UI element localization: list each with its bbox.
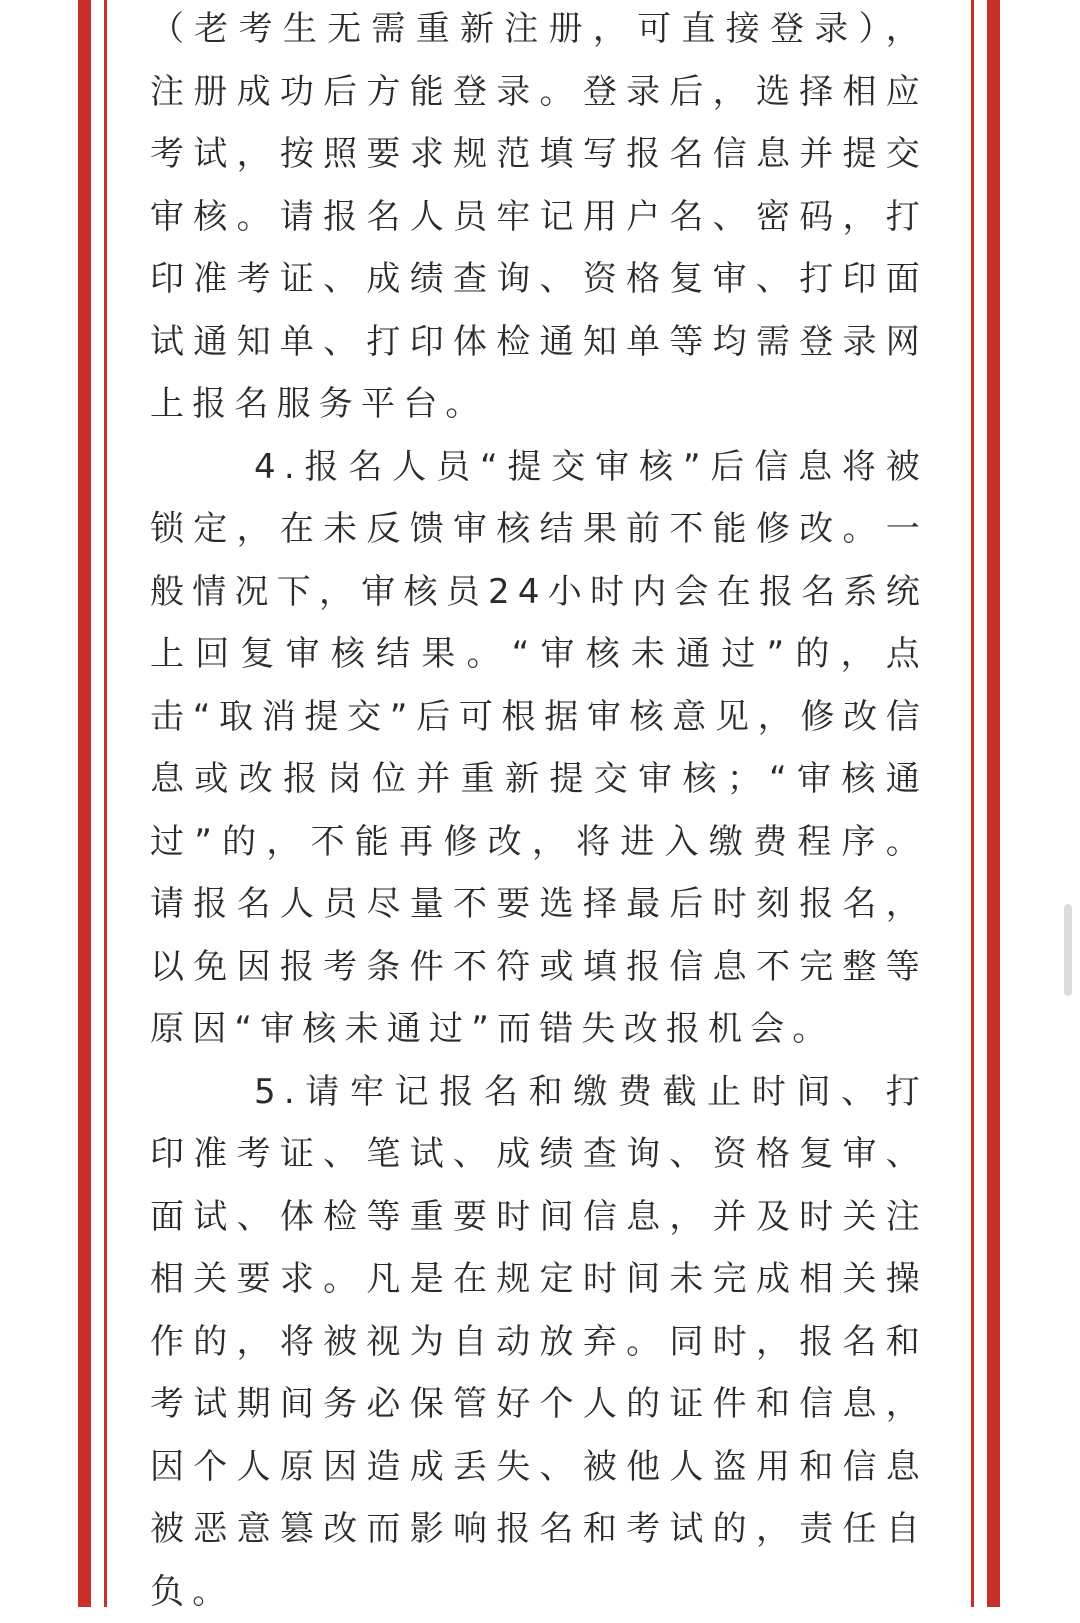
- paragraph-item-4-review: 4.报名人员“提交审核”后信息将被锁定，在未反馈审核结果前不能修改。一般情况下，审核员24小时内会在报名系统上回复审核结果。“审核未通过”的，点击“取消提交”后可根据审核意见，修改信息或改报岗位并重新提交审核；“审核通过”的，不能再修改，将进入缴费程序。请报名人员尽量不要选择最后时刻报名，以免因报考条件不符或填报信息不完整等原因“审核未通过”而错失改报机会。: [150, 436, 928, 1061]
- right-outer-border: [987, 0, 1000, 1607]
- left-inner-border: [104, 0, 107, 1607]
- paragraph-item-5-deadlines: 5.请牢记报名和缴费截止时间、打印准考证、笔试、成绩查询、资格复审、面试、体检等重要时间信息，并及时关注相关要求。凡是在规定时间未完成相关操作的，将被视为自动放弃。同时，报名和考试期间务必保管好个人的证件和信息，因个人原因造成丢失、被他人盗用和信息被恶意篡改而影响报名和考试的，责任自负。: [150, 1061, 928, 1623]
- right-inner-border: [971, 0, 974, 1607]
- article-body: [150, 0, 928, 1623]
- paragraph-registration-login: （老考生无需重新注册，可直接登录），注册成功后方能登录。登录后，选择相应考试，按照要求规范填写报名信息并提交审核。请报名人员牢记用户名、密码，打印准考证、成绩查询、资格复审、打印面试通知单、打印体检通知单等均需登录网上报名服务平台。: [150, 0, 928, 436]
- scrollbar-thumb[interactable]: [1064, 904, 1072, 996]
- left-outer-border: [78, 0, 91, 1607]
